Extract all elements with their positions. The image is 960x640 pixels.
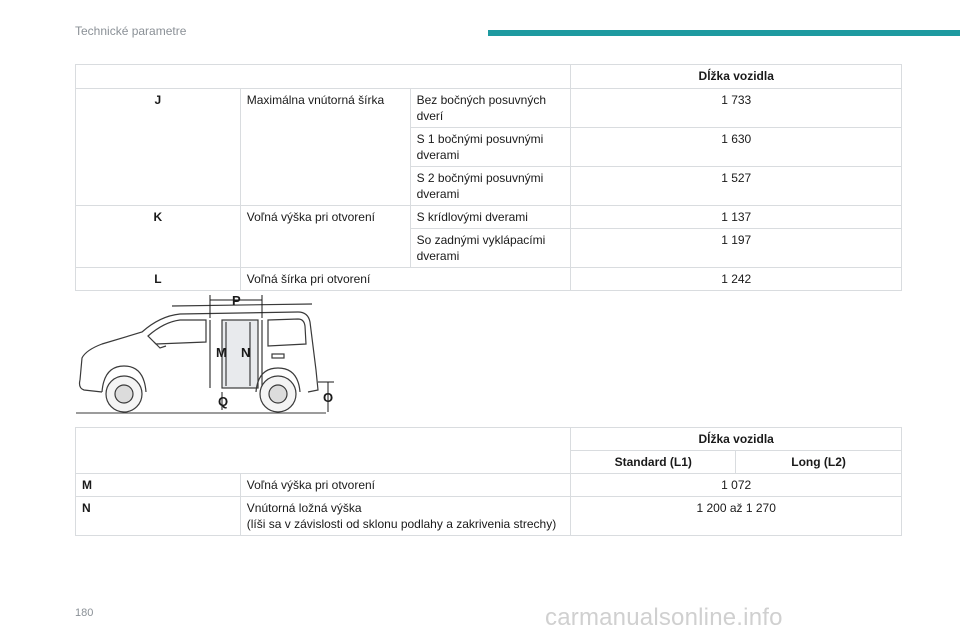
row-code: N: [76, 497, 241, 536]
label-m: M: [216, 345, 227, 360]
table-row: [76, 474, 902, 497]
row-description: Voľná výška pri otvorení: [240, 206, 410, 268]
row-description-cell: [240, 497, 571, 536]
row-code: K: [76, 206, 241, 268]
row-subtype: S 1 bočnými posuvnými dverami: [410, 128, 571, 167]
column-header: Dĺžka vozidla: [571, 65, 902, 89]
watermark: carmanualsonline.info: [545, 604, 783, 631]
row-code: M: [76, 474, 241, 497]
label-p: P: [232, 293, 241, 308]
row-description: Maximálna vnútorná šírka: [240, 89, 410, 206]
row-subtype: S 2 bočnými posuvnými dverami: [410, 167, 571, 206]
table-header-row: [76, 428, 902, 451]
table-row: [76, 497, 902, 536]
row-value: 1 197: [571, 229, 902, 268]
row-code: L: [76, 268, 241, 291]
row-code: J: [76, 89, 241, 206]
row-description: Voľná šírka pri otvorení: [240, 268, 571, 291]
label-o: O: [323, 390, 334, 405]
row-description: Voľná výška pri otvorení: [240, 474, 571, 497]
vehicle-diagram: [72, 292, 342, 420]
table-row: [76, 206, 902, 229]
section-title: Technické parametre: [75, 24, 187, 38]
column-header-standard: Standard (L1): [571, 451, 736, 474]
dimensions-table-1: [75, 64, 902, 291]
page-number: 180: [75, 607, 94, 619]
row-subtype: So zadnými vyklápacími dverami: [410, 229, 571, 268]
row-note: (líši sa v závislosti od sklonu podlahy a zakrivenia strechy): [246, 517, 557, 531]
label-q: Q: [218, 394, 229, 409]
accent-bar: [488, 30, 960, 36]
label-n: N: [241, 345, 251, 360]
row-value: 1 072: [571, 474, 902, 497]
row-value: 1 242: [571, 268, 902, 291]
column-header: Dĺžka vozidla: [571, 428, 902, 451]
dimensions-table-2: [75, 427, 902, 536]
row-value: 1 527: [571, 167, 902, 206]
table-row: [76, 89, 902, 128]
row-value: 1 200 až 1 270: [571, 497, 902, 536]
row-description: Vnútorná ložná výška: [246, 501, 362, 515]
row-value: 1 733: [571, 89, 902, 128]
row-value: 1 630: [571, 128, 902, 167]
column-header-long: Long (L2): [736, 451, 902, 474]
table-header-row: [76, 65, 902, 89]
row-subtype: Bez bočných posuvných dverí: [410, 89, 571, 128]
row-value: 1 137: [571, 206, 902, 229]
row-subtype: S krídlovými dverami: [410, 206, 571, 229]
table-row: [76, 268, 902, 291]
